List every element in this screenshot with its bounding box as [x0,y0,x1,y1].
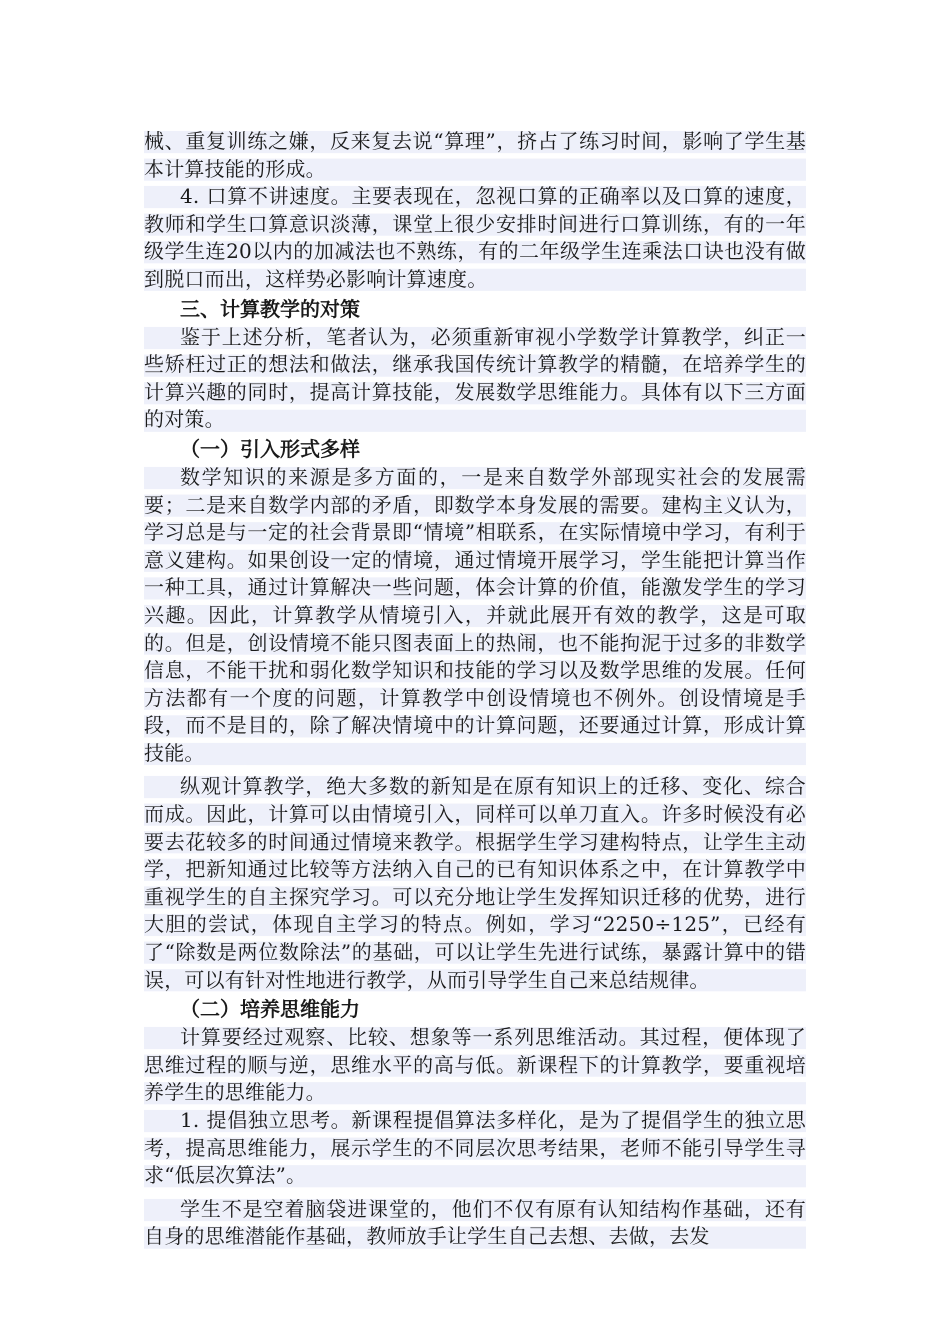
subsection-heading-thinking: （二）培养思维能力 [180,997,360,1022]
paragraph-direct-teaching: 纵观计算教学，绝大多数的新知是在原有知识上的迁移、变化、综合而成。因此，计算可以由情境引入，同样可以单刀直入。许多时候没有必要去花较多的时间通过情境来教学。根据学生学习建构特点，让学生主动学，把新知通过比较等方法纳入自己的已有知识体系之中，在计算教学中重视学生的自主探究学习。可以充分地让学生发挥知识迁移的优势，进行大胆的尝试，体现自主学习的特点。例如，学习“2250÷125”，已经有了“除数是两位数除法”的基础，可以让学生先进行试练，暴露计算中的错误，可以有针对性地进行教学，从而引导学生自己来总结规律。 [144,773,806,994]
subsection-heading-introduction: （一）引入形式多样 [180,436,360,461]
paragraph-independent-thinking: 1. 提倡独立思考。新课程提倡算法多样化，是为了提倡学生的独立思考，提高思维能力，展示学生的不同层次思考结果，老师不能引导学生寻求“低层次算法”。 [144,1107,806,1190]
section-heading-strategies: 三、计算教学的对策 [180,296,360,321]
paragraph-context-learning: 数学知识的来源是多方面的，一是来自数学外部现实社会的发展需要；二是来自数学内部的矛盾，即数学本身发展的需要。建构主义认为，学习总是与一定的社会背景即“情境”相联系，在实际情境中学习，有利于意义建构。如果创设一定的情境，通过情境开展学习，学生能把计算当作一种工具，通过计算解决一些问题，体会计算的价值，能激发学生的学习兴趣。因此，计算教学从情境引入，并就此展开有效的教学，这是可取的。但是，创设情境不能只图表面上的热闹，也不能拘泥于过多的非数学信息，不能干扰和弱化数学知识和技能的学习以及数学思维的发展。任何方法都有一个度的问题，计算教学中创设情境也不例外。创设情境是手段，而不是目的，除了解决情境中的计算问题，还要通过计算，形成计算技能。 [144,464,806,768]
document-page [144,128,806,1251]
paragraph-oral-calculation: 4. 口算不讲速度。主要表现在，忽视口算的正确率以及口算的速度，教师和学生口算意识淡薄，课堂上很少安排时间进行口算训练，有的一年级学生连20以内的加减法也不熟练，有的二年级学生连乘法口诀也没有做到脱口而出，这样势必影响计算速度。 [144,183,806,293]
paragraph-thinking-intro: 计算要经过观察、比较、想象等一系列思维活动。其过程，便体现了思维过程的顺与逆，思维水平的高与低。新课程下的计算教学，要重视培养学生的思维能力。 [144,1024,806,1107]
paragraph-continued: 械、重复训练之嫌，反来复去说“算理”，挤占了练习时间，影响了学生基本计算技能的形成。 [144,128,806,183]
paragraph-student-potential: 学生不是空着脑袋进课堂的，他们不仅有原有认知结构作基础，还有自身的思维潜能作基础，教师放手让学生自己去想、去做，去发 [144,1196,806,1251]
paragraph-strategies-intro: 鉴于上述分析，笔者认为，必须重新审视小学数学计算教学，纠正一些矫枉过正的想法和做法，继承我国传统计算教学的精髓，在培养学生的计算兴趣的同时，提高计算技能，发展数学思维能力。具体有以下三方面的对策。 [144,324,806,434]
